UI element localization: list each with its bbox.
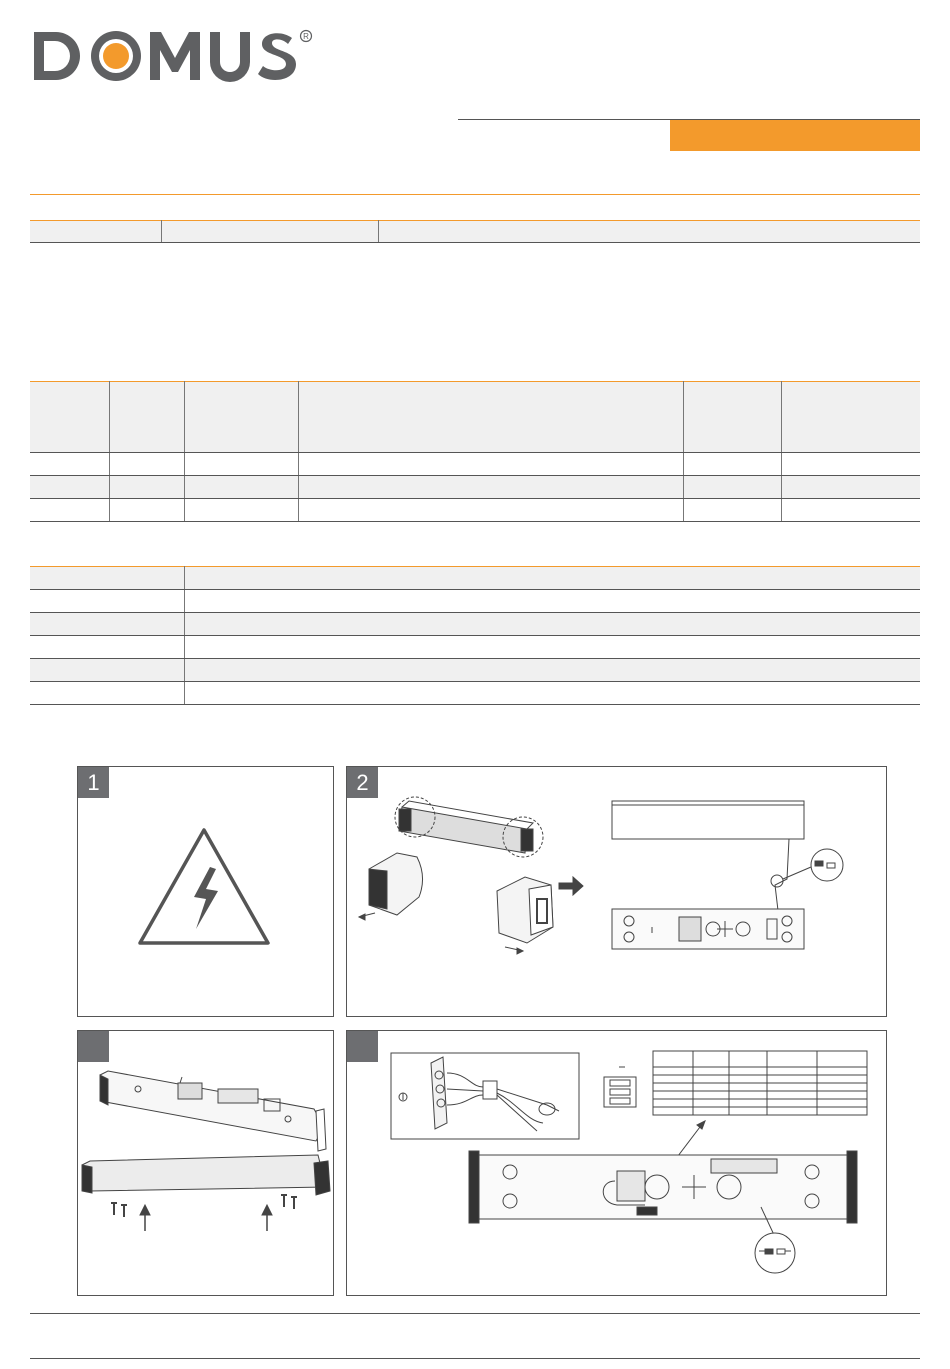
step-number-badge: 1 [78,767,109,798]
step-1-panel [77,766,334,1017]
brand-logo [30,28,320,86]
footer-rule [30,1313,920,1314]
svg-text:R: R [303,32,309,41]
step-number-badge: 2 [347,767,378,798]
table-row [30,682,920,705]
table-row [30,636,920,659]
specifications-table [30,566,920,705]
electrical-hazard-warning-icon [134,825,274,949]
footer-rule [30,1358,920,1359]
section-divider [30,194,920,195]
step-4-panel [346,1030,887,1296]
table-row [30,659,920,682]
table-row [30,567,920,590]
wiring-connection-diagram-icon [347,1031,886,1295]
table-row [30,221,920,243]
table-row [30,453,920,476]
step-3-panel [77,1030,334,1296]
table-row [30,476,920,499]
table-row [30,499,920,522]
end-cap-removal-diagram-icon [347,767,886,1016]
table-row [30,613,920,636]
product-info-table [30,220,920,243]
header-accent-bar [670,120,920,151]
table-header-row [30,382,920,453]
step-2-panel [346,766,887,1017]
base-mounting-diagram-icon [78,1031,333,1295]
table-row [30,590,920,613]
product-variants-table [30,381,920,522]
domus-logo-icon [30,28,320,86]
